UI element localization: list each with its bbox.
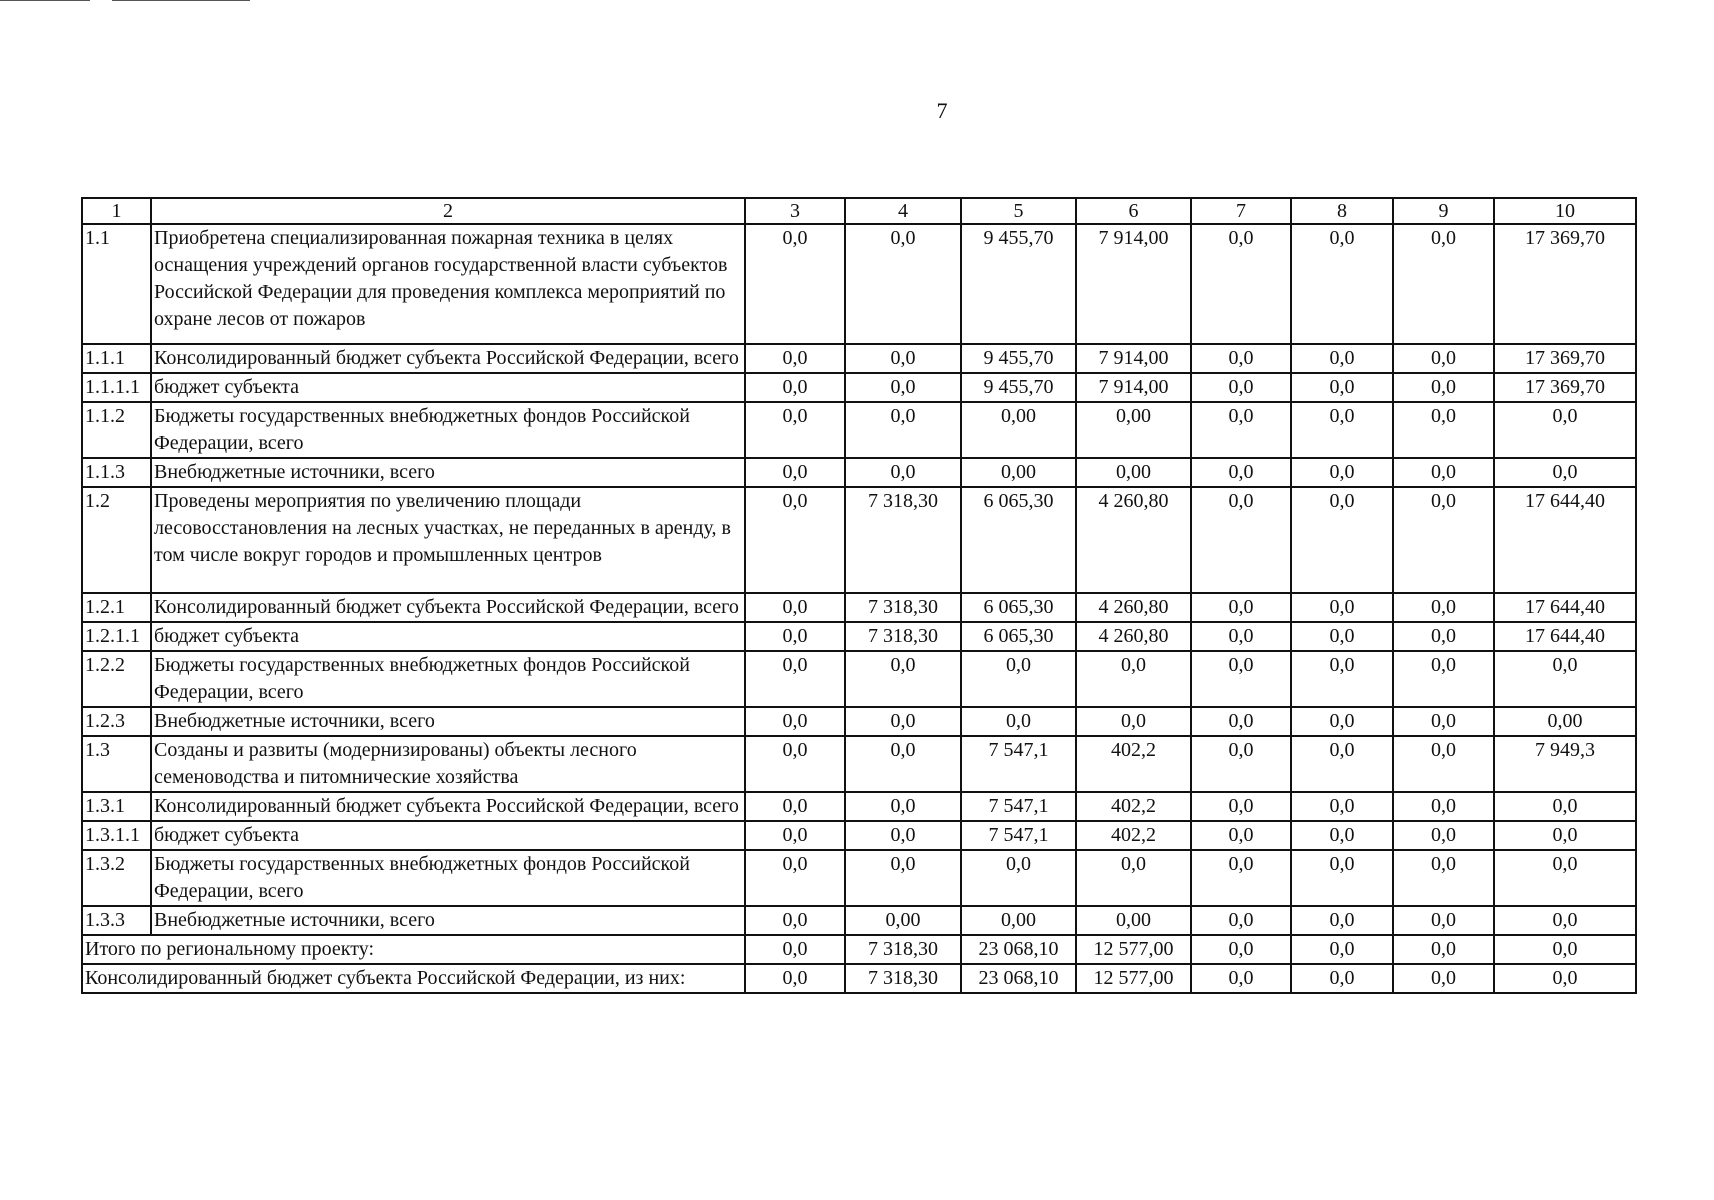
- total-value-cell: 0,0: [1393, 935, 1494, 964]
- value-cell: 0,0: [845, 821, 961, 850]
- value-cell: 0,00: [1076, 906, 1191, 935]
- value-cell: 0,0: [1191, 373, 1291, 402]
- table-header-row: [82, 198, 1636, 224]
- row-name-cell: Внебюджетные источники, всего: [151, 458, 745, 487]
- value-cell: 0,0: [961, 850, 1076, 906]
- value-cell: 0,0: [1291, 458, 1393, 487]
- value-cell: 0,0: [845, 736, 961, 792]
- value-cell: 0,0: [1393, 402, 1494, 458]
- value-cell: 0,0: [745, 707, 845, 736]
- column-header: 6: [1076, 198, 1191, 224]
- value-cell: 9 455,70: [961, 373, 1076, 402]
- value-cell: 0,0: [1393, 821, 1494, 850]
- total-value-cell: 23 068,10: [961, 935, 1076, 964]
- value-cell: 0,0: [845, 224, 961, 344]
- value-cell: 9 455,70: [961, 344, 1076, 373]
- value-cell: 0,0: [745, 593, 845, 622]
- value-cell: 0,0: [1393, 224, 1494, 344]
- value-cell: 0,0: [845, 402, 961, 458]
- value-cell: 6 065,30: [961, 622, 1076, 651]
- row-name-cell: Внебюджетные источники, всего: [151, 707, 745, 736]
- value-cell: 7 547,1: [961, 821, 1076, 850]
- value-cell: 0,0: [1291, 373, 1393, 402]
- value-cell: 0,0: [845, 651, 961, 707]
- row-code-cell: 1.2: [82, 487, 151, 593]
- table-row: [82, 224, 1636, 344]
- row-code-cell: 1.3.2: [82, 850, 151, 906]
- value-cell: 0,0: [1191, 707, 1291, 736]
- row-code-cell: 1.3.1: [82, 792, 151, 821]
- value-cell: 0,0: [1191, 402, 1291, 458]
- value-cell: 0,0: [1191, 224, 1291, 344]
- value-cell: 0,0: [1291, 850, 1393, 906]
- value-cell: 0,0: [1291, 736, 1393, 792]
- value-cell: 0,0: [1393, 344, 1494, 373]
- value-cell: 4 260,80: [1076, 593, 1191, 622]
- column-header: 1: [82, 198, 151, 224]
- value-cell: 9 455,70: [961, 224, 1076, 344]
- value-cell: 402,2: [1076, 792, 1191, 821]
- value-cell: 0,0: [1291, 402, 1393, 458]
- value-cell: 0,0: [745, 850, 845, 906]
- total-value-cell: 7 318,30: [845, 964, 961, 993]
- value-cell: 0,0: [745, 344, 845, 373]
- value-cell: 0,0: [1191, 458, 1291, 487]
- value-cell: 0,0: [1494, 850, 1636, 906]
- value-cell: 17 644,40: [1494, 593, 1636, 622]
- table-row: [82, 821, 1636, 850]
- value-cell: 0,0: [1191, 593, 1291, 622]
- row-name-cell: бюджет субъекта: [151, 821, 745, 850]
- row-code-cell: 1.2.3: [82, 707, 151, 736]
- value-cell: 0,0: [1393, 906, 1494, 935]
- value-cell: 0,00: [961, 402, 1076, 458]
- value-cell: 0,0: [1191, 651, 1291, 707]
- table-row: [82, 906, 1636, 935]
- value-cell: 0,0: [1191, 344, 1291, 373]
- value-cell: 0,0: [1291, 707, 1393, 736]
- table-row: [82, 651, 1636, 707]
- total-value-cell: 12 577,00: [1076, 964, 1191, 993]
- value-cell: 0,0: [745, 487, 845, 593]
- value-cell: 7 318,30: [845, 487, 961, 593]
- value-cell: 0,00: [845, 906, 961, 935]
- value-cell: 0,00: [961, 458, 1076, 487]
- table-row: [82, 402, 1636, 458]
- value-cell: 0,0: [1494, 402, 1636, 458]
- total-value-cell: 0,0: [1291, 935, 1393, 964]
- value-cell: 0,0: [845, 707, 961, 736]
- value-cell: 4 260,80: [1076, 622, 1191, 651]
- value-cell: 0,0: [1291, 821, 1393, 850]
- value-cell: 17 369,70: [1494, 373, 1636, 402]
- value-cell: 0,0: [1191, 792, 1291, 821]
- value-cell: 0,0: [745, 373, 845, 402]
- value-cell: 17 369,70: [1494, 344, 1636, 373]
- row-code-cell: 1.3: [82, 736, 151, 792]
- column-header: 10: [1494, 198, 1636, 224]
- value-cell: 0,0: [845, 344, 961, 373]
- row-name-cell: Приобретена специализированная пожарная техника в целях оснащения учреждений органов государственной власти субъектов Российской Федерации для проведения комплекса мероприятий по охране лесов от пожаров: [151, 224, 745, 344]
- value-cell: 0,0: [845, 373, 961, 402]
- value-cell: 7 547,1: [961, 736, 1076, 792]
- table-row: [82, 736, 1636, 792]
- value-cell: 0,0: [1393, 651, 1494, 707]
- value-cell: 0,0: [745, 792, 845, 821]
- row-name-cell: Консолидированный бюджет субъекта Российской Федерации, всего: [151, 792, 745, 821]
- table-row: [82, 373, 1636, 402]
- total-value-cell: 0,0: [745, 935, 845, 964]
- value-cell: 7 949,3: [1494, 736, 1636, 792]
- column-header: 7: [1191, 198, 1291, 224]
- value-cell: 4 260,80: [1076, 487, 1191, 593]
- table-row: [82, 487, 1636, 593]
- scan-artifact-line: [112, 0, 250, 1]
- total-row: [82, 964, 1636, 993]
- value-cell: 402,2: [1076, 736, 1191, 792]
- value-cell: 0,0: [1291, 224, 1393, 344]
- value-cell: 0,0: [1291, 344, 1393, 373]
- row-code-cell: 1.1.3: [82, 458, 151, 487]
- table-row: [82, 622, 1636, 651]
- row-code-cell: 1.2.2: [82, 651, 151, 707]
- total-value-cell: 0,0: [1291, 964, 1393, 993]
- row-name-cell: Консолидированный бюджет субъекта Российской Федерации, всего: [151, 593, 745, 622]
- value-cell: 7 914,00: [1076, 344, 1191, 373]
- total-value-cell: 12 577,00: [1076, 935, 1191, 964]
- row-code-cell: 1.1.2: [82, 402, 151, 458]
- value-cell: 17 644,40: [1494, 622, 1636, 651]
- value-cell: 0,0: [1494, 651, 1636, 707]
- row-code-cell: 1.1.1: [82, 344, 151, 373]
- value-cell: 0,0: [1393, 792, 1494, 821]
- column-header: 2: [151, 198, 745, 224]
- table-row: [82, 850, 1636, 906]
- column-header: 3: [745, 198, 845, 224]
- row-name-cell: бюджет субъекта: [151, 622, 745, 651]
- total-label-cell: Консолидированный бюджет субъекта Российской Федерации, из них:: [82, 964, 745, 993]
- table-row: [82, 593, 1636, 622]
- value-cell: 0,00: [1076, 402, 1191, 458]
- value-cell: 0,0: [1191, 821, 1291, 850]
- value-cell: 0,0: [845, 792, 961, 821]
- value-cell: 0,0: [1291, 593, 1393, 622]
- row-name-cell: Бюджеты государственных внебюджетных фондов Российской Федерации, всего: [151, 402, 745, 458]
- value-cell: 7 318,30: [845, 622, 961, 651]
- row-name-cell: бюджет субъекта: [151, 373, 745, 402]
- value-cell: 7 914,00: [1076, 224, 1191, 344]
- value-cell: 0,0: [1191, 906, 1291, 935]
- row-code-cell: 1.2.1.1: [82, 622, 151, 651]
- total-value-cell: 23 068,10: [961, 964, 1076, 993]
- value-cell: 0,0: [1494, 792, 1636, 821]
- value-cell: 0,0: [1076, 850, 1191, 906]
- page-number: 7: [936, 98, 948, 123]
- total-value-cell: 0,0: [1494, 935, 1636, 964]
- row-name-cell: Проведены мероприятия по увеличению площади лесовосстановления на лесных участках, не переданных в аренду, в том числе вокруг городов и промышленных центров: [151, 487, 745, 593]
- total-value-cell: 7 318,30: [845, 935, 961, 964]
- value-cell: 0,0: [1393, 736, 1494, 792]
- table-row: [82, 458, 1636, 487]
- value-cell: 0,0: [1393, 458, 1494, 487]
- value-cell: 0,0: [1191, 487, 1291, 593]
- value-cell: 0,0: [745, 622, 845, 651]
- table-row: [82, 344, 1636, 373]
- row-name-cell: Консолидированный бюджет субъекта Российской Федерации, всего: [151, 344, 745, 373]
- value-cell: 0,0: [1291, 487, 1393, 593]
- value-cell: 0,0: [1494, 906, 1636, 935]
- row-code-cell: 1.3.1.1: [82, 821, 151, 850]
- value-cell: 7 318,30: [845, 593, 961, 622]
- value-cell: 0,0: [1393, 487, 1494, 593]
- total-label-cell: Итого по региональному проекту:: [82, 935, 745, 964]
- row-name-cell: Бюджеты государственных внебюджетных фондов Российской Федерации, всего: [151, 850, 745, 906]
- value-cell: 0,0: [745, 651, 845, 707]
- value-cell: 0,0: [1393, 850, 1494, 906]
- value-cell: 0,0: [1393, 373, 1494, 402]
- table-row: [82, 792, 1636, 821]
- value-cell: 0,0: [1291, 651, 1393, 707]
- row-code-cell: 1.1: [82, 224, 151, 344]
- value-cell: 0,0: [845, 458, 961, 487]
- value-cell: 0,0: [745, 906, 845, 935]
- scan-artifact-line: [0, 0, 90, 1]
- value-cell: 0,0: [845, 850, 961, 906]
- row-name-cell: Внебюджетные источники, всего: [151, 906, 745, 935]
- value-cell: 0,0: [745, 402, 845, 458]
- column-header: 8: [1291, 198, 1393, 224]
- column-header: 9: [1393, 198, 1494, 224]
- value-cell: 6 065,30: [961, 487, 1076, 593]
- value-cell: 0,0: [745, 458, 845, 487]
- budget-table: [81, 197, 1637, 994]
- column-header: 5: [961, 198, 1076, 224]
- value-cell: 0,0: [1191, 850, 1291, 906]
- value-cell: 0,0: [1291, 906, 1393, 935]
- value-cell: 402,2: [1076, 821, 1191, 850]
- row-name-cell: Созданы и развиты (модернизированы) объекты лесного семеноводства и питомнические хозяйства: [151, 736, 745, 792]
- value-cell: 0,00: [1494, 707, 1636, 736]
- value-cell: 0,0: [1191, 736, 1291, 792]
- value-cell: 0,00: [1076, 458, 1191, 487]
- value-cell: 0,0: [1393, 707, 1494, 736]
- total-value-cell: 0,0: [1494, 964, 1636, 993]
- value-cell: 0,0: [1494, 458, 1636, 487]
- row-code-cell: 1.1.1.1: [82, 373, 151, 402]
- value-cell: 17 369,70: [1494, 224, 1636, 344]
- value-cell: 0,0: [1076, 651, 1191, 707]
- value-cell: 7 914,00: [1076, 373, 1191, 402]
- value-cell: 0,0: [1291, 622, 1393, 651]
- total-value-cell: 0,0: [1191, 935, 1291, 964]
- value-cell: 0,0: [1076, 707, 1191, 736]
- value-cell: 17 644,40: [1494, 487, 1636, 593]
- value-cell: 0,0: [1191, 622, 1291, 651]
- row-code-cell: 1.2.1: [82, 593, 151, 622]
- value-cell: 0,0: [745, 224, 845, 344]
- row-code-cell: 1.3.3: [82, 906, 151, 935]
- value-cell: 6 065,30: [961, 593, 1076, 622]
- value-cell: 0,0: [961, 707, 1076, 736]
- value-cell: 0,0: [1393, 593, 1494, 622]
- row-name-cell: Бюджеты государственных внебюджетных фондов Российской Федерации, всего: [151, 651, 745, 707]
- value-cell: 0,0: [1291, 792, 1393, 821]
- column-header: 4: [845, 198, 961, 224]
- table-row: [82, 707, 1636, 736]
- total-value-cell: 0,0: [1191, 964, 1291, 993]
- value-cell: 0,0: [1494, 821, 1636, 850]
- value-cell: 0,0: [1393, 622, 1494, 651]
- value-cell: 0,00: [961, 906, 1076, 935]
- value-cell: 0,0: [745, 821, 845, 850]
- total-row: [82, 935, 1636, 964]
- value-cell: 0,0: [745, 736, 845, 792]
- total-value-cell: 0,0: [745, 964, 845, 993]
- value-cell: 7 547,1: [961, 792, 1076, 821]
- value-cell: 0,0: [961, 651, 1076, 707]
- total-value-cell: 0,0: [1393, 964, 1494, 993]
